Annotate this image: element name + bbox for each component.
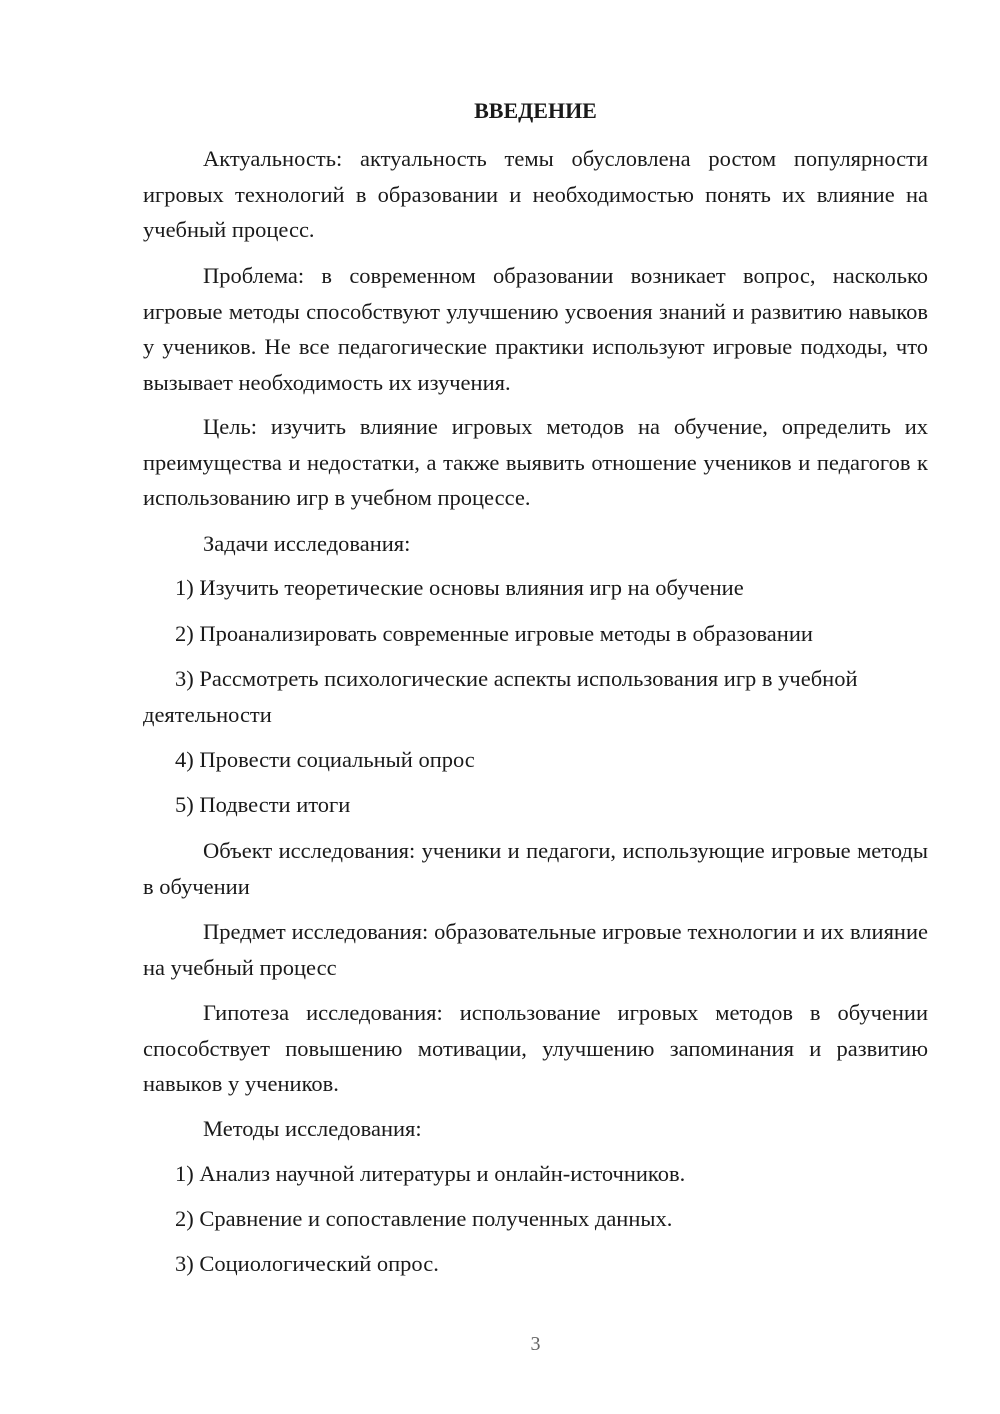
task-item-4: 4) Провести социальный опрос [175, 747, 475, 772]
tasks-heading: Задачи исследования: [203, 531, 411, 556]
document-page [143, 0, 928, 1414]
method-item-1: 1) Анализ научной литературы и онлайн-источников. [175, 1161, 686, 1186]
section-title: ВВЕДЕНИЕ [474, 98, 597, 123]
relevance-paragraph: Актуальность: актуальность темы обусловлена ростом популярности игровых технологий в образовании и необходимостью понять их влияние на учебный процесс. [143, 146, 928, 242]
method-item-3: 3) Социологический опрос. [175, 1251, 439, 1276]
object-paragraph: Объект исследования: ученики и педагоги, использующие игровые методы в обучении [143, 838, 928, 899]
page-number: 3 [530, 1333, 541, 1355]
goal-paragraph: Цель: изучить влияние игровых методов на обучение, определить их преимущества и недостатки, а также выявить отношение учеников и педагогов к использованию игр в учебном процессе. [143, 414, 928, 510]
task-item-2: 2) Проанализировать современные игровые методы в образовании [175, 621, 813, 646]
methods-heading: Методы исследования: [203, 1116, 422, 1141]
task-item-3: 3) Рассмотреть психологические аспекты использования игр в учебной деятельности [143, 666, 858, 727]
method-item-2: 2) Сравнение и сопоставление полученных данных. [175, 1206, 673, 1231]
task-item-5: 5) Подвести итоги [175, 792, 351, 817]
problem-paragraph: Проблема: в современном образовании возникает вопрос, насколько игровые методы способствуют улучшению усвоения знаний и развитию навыков у учеников. Не все педагогические практики используют игровые подходы, что вызывает необходимость их изучения. [143, 263, 928, 395]
hypothesis-paragraph: Гипотеза исследования: использование игровых методов в обучении способствует повышению мотивации, улучшению запоминания и развитию навыков у учеников. [143, 1000, 928, 1096]
subject-paragraph: Предмет исследования: образовательные игровые технологии и их влияние на учебный процесс [143, 919, 928, 980]
task-item-1: 1) Изучить теоретические основы влияния игр на обучение [175, 575, 744, 600]
